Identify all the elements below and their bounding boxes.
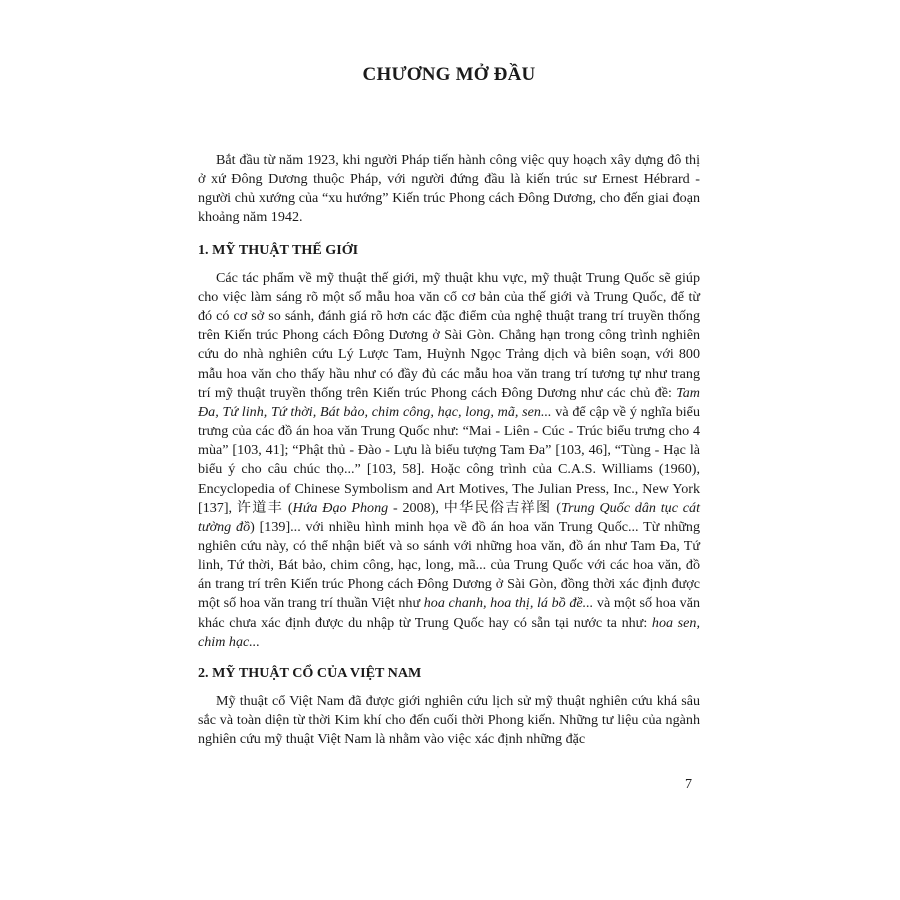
book-page	[198, 0, 700, 900]
section-1-italic-3: Trung Quốc dân tục cát tường đồ	[198, 499, 701, 535]
section-2-paragraph: Mỹ thuật cổ Việt Nam đã được giới nghiên cứu lịch sử mỹ thuật nghiên cứu khá sâu sắc và toàn diện từ thời Kim khí cho đến cuối thời Phong kiến. Những tư liệu của ngành nghiên cứu mỹ thuật Việt Nam là nhằm vào việc xác định những đặc	[198, 693, 700, 748]
section-1-text-1: Các tác phẩm về mỹ thuật thế giới, mỹ thuật khu vực, mỹ thuật Trung Quốc sẽ giúp cho việc làm sáng rõ một số mẫu hoa văn cổ cơ bản của thế giới và Trung Quốc, để từ đó có cơ sở so sánh, đánh giá rõ hơn các đặc điểm của nghệ thuật trang trí truyền thống trên Kiến trúc Phong cách Đông Dương ở Sài Gòn. Chẳng hạn trong công trình nghiên cứu do nhà nghiên cứu Lý Lược Tam, Huỳnh Ngọc Trảng dịch và biên soạn, với 800 mẫu hoa văn cho thấy hầu như có đầy đủ các mẫu hoa văn trang trí tương tự như trang trí mỹ thuật truyền thống trên Kiến trúc Phong cách Đông Dương như các chủ đề:	[198, 269, 700, 401]
section-1-paragraph	[198, 269, 700, 652]
chapter-title: CHƯƠNG MỞ ĐẦU	[362, 64, 536, 85]
section-1-text-3: - 2008), 中华民俗吉祥图 (	[388, 499, 561, 516]
section-2-heading: 2. MỸ THUẬT CỔ CỦA VIỆT NAM	[198, 664, 422, 681]
section-1-italic-5: hoa sen, chim hạc...	[198, 614, 700, 650]
section-1-text-5: và một số hoa văn khác chưa xác định được du nhập từ Trung Quốc hay có sẵn tại nước ta như:	[198, 595, 700, 631]
section-1-italic-2: Hứa Đạo Phong	[292, 499, 389, 516]
section-1-italic-1: Tam Đa, Tứ linh, Tứ thời, Bát bảo, chim công, hạc, long, mã, sen...	[198, 384, 700, 420]
intro-paragraph: Bắt đầu từ năm 1923, khi người Pháp tiến hành công việc quy hoạch xây dựng đô thị ở xứ Đông Dương thuộc Pháp, với người đứng đầu là kiến trúc sư Ernest Hébrard - người chủ xướng của “xu hướng” Kiến trúc Phong cách Đông Dương, cho đến giai đoạn khoảng năm 1942.	[198, 152, 700, 226]
section-1-heading: 1. MỸ THUẬT THẾ GIỚI	[198, 241, 359, 258]
page-number: 7	[685, 776, 693, 792]
page-content	[198, 151, 700, 750]
section-1-italic-4: hoa chanh, hoa thị, lá bồ đề...	[423, 595, 594, 612]
section-1-text-2: và để cập về ý nghĩa biểu trưng của các đồ án hoa văn Trung Quốc như: “Mai - Liên - Cúc - Trúc biểu trưng cho 4 mùa” [103, 41]; “Phật thủ - Đào - Lựu là biểu tượng Tam Đa” [103, 46], “Tùng - Hạc là biểu ý cho câu chúc thọ...” [103, 58]. Hoặc công trình của C.A.S. Williams (1960), Encyclopedia of Chinese Symbolism and Art Motives, The Julian Press, Inc., New York [137], 许道丰 (	[198, 403, 700, 516]
section-1-text-4: ) [139]... với nhiều hình minh họa về đồ án hoa văn Trung Quốc... Từ những nghiên cứu này, có thể nhận biết và so sánh với những hoa văn, đồ án như Tam Đa, Tứ linh, Tứ thời, Bát bảo, chim công, hạc, long, mã... của Trung Quốc với các hoa văn, đồ án trang trí trên Kiến trúc Phong cách Đông Dương ở Sài Gòn, đồng thời xác định được một số hoa văn trang trí thuần Việt như	[198, 518, 700, 612]
